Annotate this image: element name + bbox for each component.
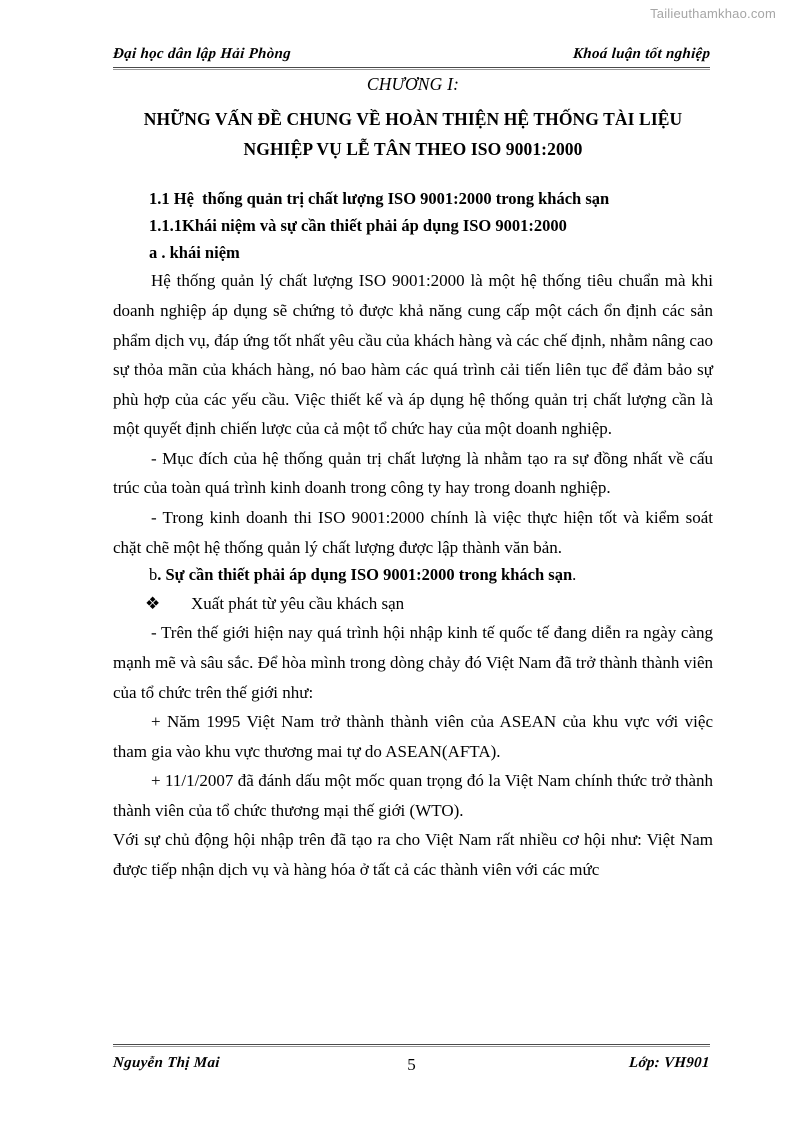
heading-b-prefix: b xyxy=(149,565,158,585)
document-body xyxy=(113,74,713,885)
header-right-text: Khoá luận tốt nghiệp xyxy=(572,46,711,62)
footer-author-name: Nguyễn Thị Mai xyxy=(112,1055,221,1071)
chapter-label: CHƯƠNG I: xyxy=(366,74,460,94)
footer-page-number: 5 xyxy=(407,1055,416,1074)
watermark-text: Tailieuthamkhao.com xyxy=(650,6,776,21)
paragraph-4: - Trên thế giới hiện nay quá trình hội nhập kinh tế quốc tế đang diễn ra ngày càng mạnh mẽ và sâu sắc. Để hòa mình trong dòng chảy đó Việt Nam đã trở thành thành viên của tổ chức trên thế giới như: xyxy=(113,623,713,702)
heading-1-1-1: 1.1.1Khái niệm và sự cần thiết phải áp dụng ISO 9001:2000 xyxy=(149,215,567,235)
heading-1-1: 1.1 Hệ thống quản trị chất lượng ISO 9001:2000 trong khách sạn xyxy=(149,189,610,209)
bullet-list-item xyxy=(113,589,713,619)
paragraph-1: Hệ thống quản lý chất lượng ISO 9001:2000 là một hệ thống tiêu chuẩn mà khi doanh nghiệp áp dụng sẽ chứng tỏ được khả năng cung cấp một cách ổn định các sản phẩm dịch vụ, đáp ứng tốt nhất yêu cầu của khách hàng và các chế định, nhằm nâng cao sự thỏa mãn của khách hàng, nó bao hàm các quá trình cải tiến liên tục để đảm bảo sự phù hợp của các yếu cầu. Việc thiết kế và áp dụng hệ thống quản trị chất lượng cần là một quyết định chiến lược của cả một tổ chức hay của một doanh nghiệp. xyxy=(113,271,713,439)
page-title xyxy=(113,104,713,164)
header-divider-rule xyxy=(113,67,710,70)
paragraph-6: + 11/1/2007 đã đánh dấu một mốc quan trọng đó la Việt Nam chính thức trở thành thành viên của tổ chức thương mại thế giới (WTO). xyxy=(113,771,713,820)
heading-b-su-can-thiet xyxy=(113,562,713,589)
paragraph-2: - Mục đích của hệ thống quản trị chất lượng là nhằm tạo ra sự đồng nhất về cấu trúc của toàn quá trình kinh doanh trong công ty hay trong doanh nghiệp. xyxy=(113,448,713,498)
footer-class-label: Lớp: VH901 xyxy=(628,1055,711,1071)
heading-b-suffix: . xyxy=(572,565,577,585)
paragraph-5: + Năm 1995 Việt Nam trở thành thành viên của ASEAN của khu vực với việc tham gia vào khu vực thương mai tự do ASEAN(AFTA). xyxy=(113,712,713,761)
page-title-line-2: NGHIỆP VỤ LỄ TÂN THEO ISO 9001:2000 xyxy=(243,139,583,160)
running-footer xyxy=(113,1055,710,1072)
paragraph-3: - Trong kinh doanh thi ISO 9001:2000 chính là việc thực hiện tốt và kiểm soát chặt chẽ một hệ thống quản lý chất lượng được lập thành văn bản. xyxy=(113,507,713,557)
running-header xyxy=(113,46,710,63)
title-spacer xyxy=(113,164,713,186)
heading-a-khai-niem: a . khái niệm xyxy=(149,242,240,262)
paragraph-7: Với sự chủ động hội nhập trên đã tạo ra cho Việt Nam rất nhiều cơ hội như: Việt Nam được tiếp nhận dịch vụ và hàng hóa ở tất cả các thành viên với các mức xyxy=(113,830,713,880)
diamond-bullet-icon: ❖ xyxy=(145,593,161,613)
footer-divider-rule xyxy=(113,1044,710,1047)
heading-b-bold-text: . Sự cần thiết phải áp dụng ISO 9001:2000 trong khách sạn xyxy=(157,565,573,585)
header-left-text: Đại học dân lập Hải Phòng xyxy=(112,46,292,62)
page-title-line-1: NHỮNG VẤN ĐỀ CHUNG VỀ HOÀN THIỆN HỆ THỐNG TÀI LIỆU xyxy=(143,109,683,129)
bullet-item-text: Xuất phát từ yêu cầu khách sạn xyxy=(191,593,405,613)
